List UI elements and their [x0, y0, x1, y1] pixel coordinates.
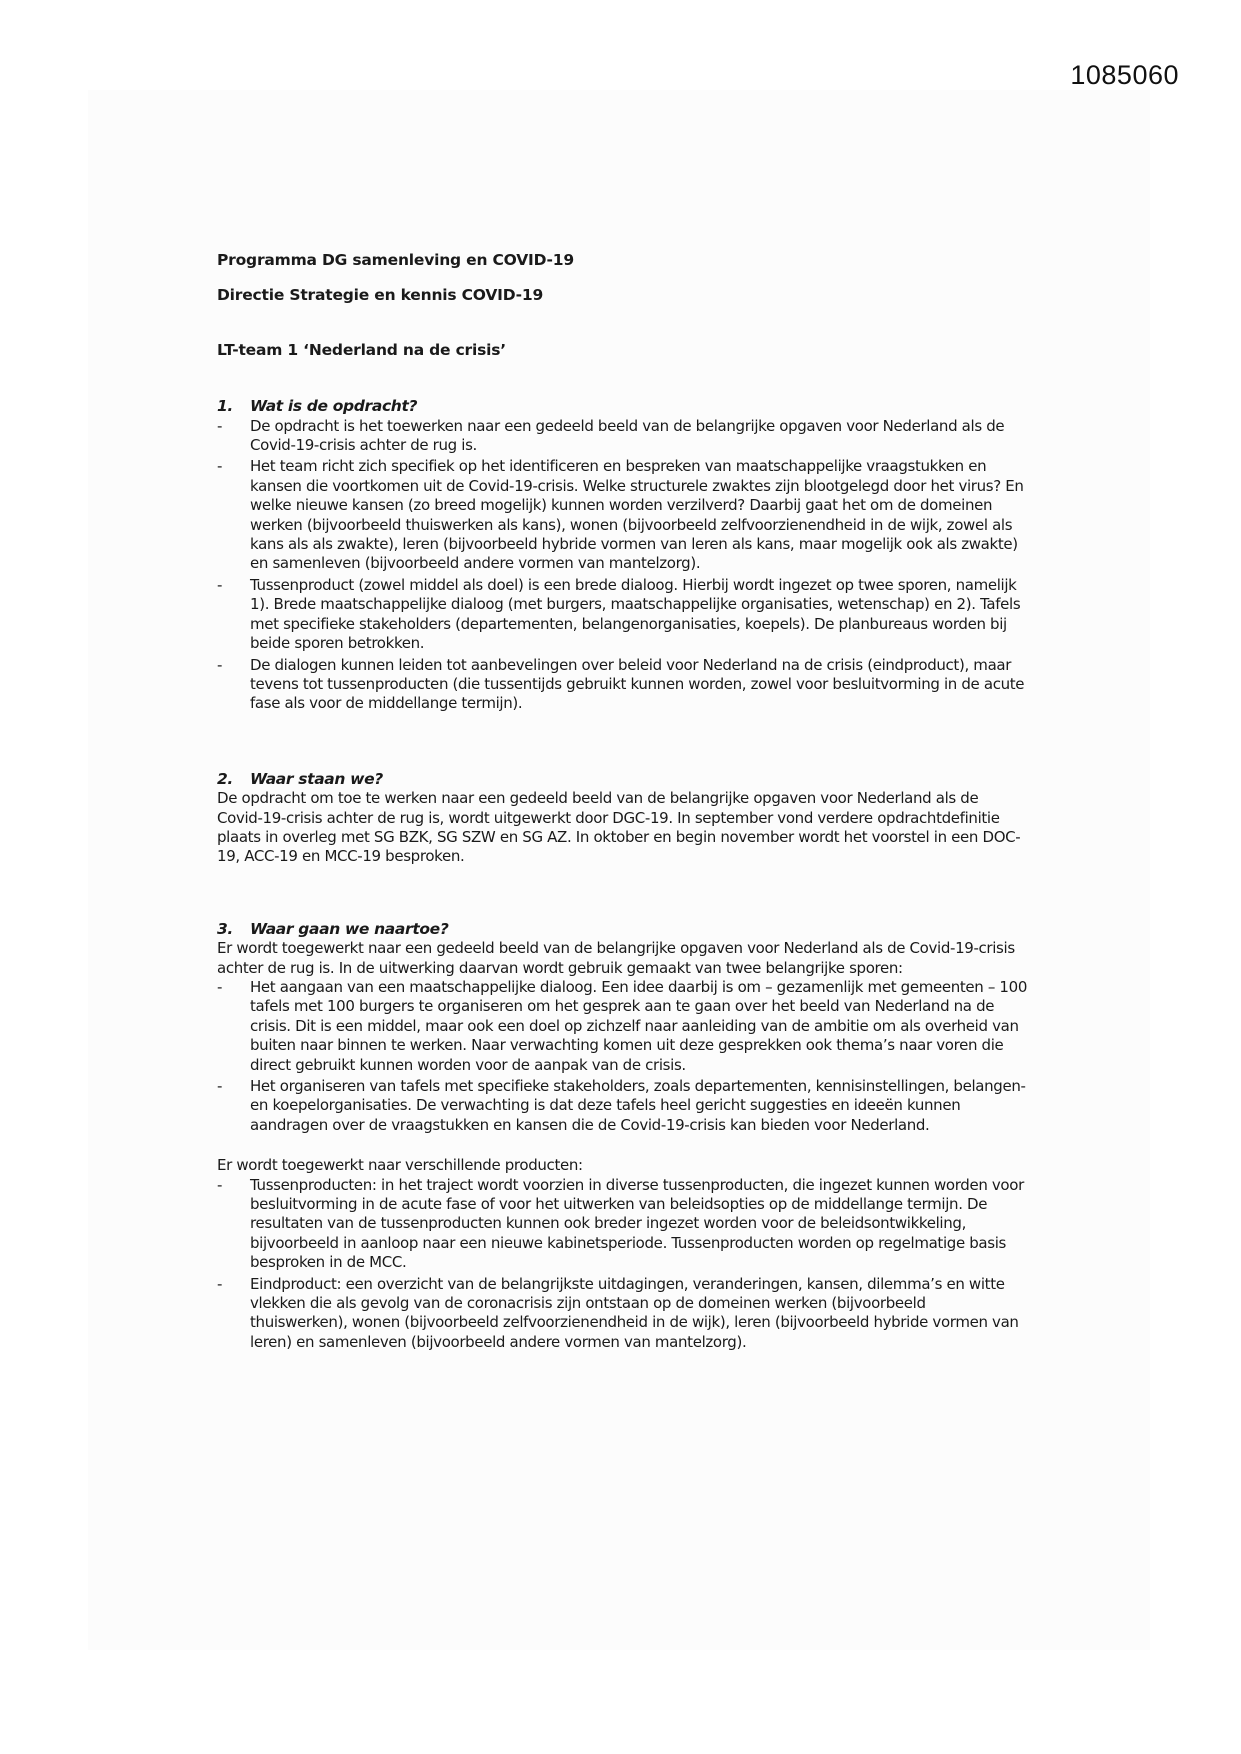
- section-1: [217, 397, 1027, 714]
- section-number: 1.: [217, 397, 233, 416]
- list-item: [217, 1176, 1027, 1273]
- list-item-text: Het team richt zich specifiek op het identificeren en bespreken van maatschappelijke vraagstukken en kansen die voortkomen uit de Covid-19-crisis. Welke structurele zwaktes zijn blootgelegd door het virus? En welke nieuwe kansen (zo breed mogelijk) kunnen worden verzilverd? Daarbij gaat het om de domeinen werken (bijvoorbeeld thuiswerken als kans), wonen (bijvoorbeeld zelfvoorzienendheid in de wijk, zowel als kans als als zwakte), leren (bijvoorbeeld hybride vormen van leren als kans, maar mogelijk ook als zwakte) en samenleven (bijvoorbeeld andere vormen van mantelzorg).: [250, 457, 1024, 573]
- list-item: [217, 1077, 1027, 1135]
- dash-bullet-icon: -: [217, 575, 223, 594]
- section-2: [217, 770, 1027, 867]
- dash-bullet-icon: -: [217, 1077, 223, 1095]
- list-item-text: Het aangaan van een maatschappelijke dialoog. Een idee daarbij is om – gezamenlijk met gemeenten – 100 tafels met 100 burgers te organiseren om het gesprek aan te gaan over het beeld van Nederland na de crisis. Dit is een middel, maar ook een doel op zichzelf naar aanleiding van de ambitie om als overheid van buiten naar binnen te werken. Naar verwachting komen uit deze gesprekken ook thema’s naar voren die direct gebruikt kunnen worden voor de aanpak van de crisis.: [250, 977, 1028, 1074]
- dash-bullet-icon: -: [217, 457, 223, 476]
- bullet-list: [217, 417, 1027, 714]
- list-item: [217, 1275, 1027, 1353]
- dash-bullet-icon: -: [217, 416, 223, 435]
- section-heading: [217, 920, 1027, 939]
- dash-bullet-icon: -: [217, 655, 223, 674]
- list-item: [217, 576, 1027, 654]
- section-paragraph: De opdracht om toe te werken naar een gedeeld beeld van de belangrijke opgaven voor Nederland als de Covid-19-crisis achter de rug is, wordt uitgewerkt door DGC-19. In september vond verdere opdrachtdefinitie plaats in overleg met SG BZK, SG SZW en SG AZ. In oktober en begin november wordt het voorstel in een DOC-19, ACC-19 en MCC-19 besproken.: [217, 789, 1021, 866]
- list-item-text: Eindproduct: een overzicht van de belangrijkste uitdagingen, veranderingen, kansen, dilemma’s en witte vlekken die als gevolg van de coronacrisis zijn ontstaan op de domeinen werken (bijvoorbeeld thuiswerken), wonen (bijvoorbeeld zelfvoorzienendheid in de wijk), leren (bijvoorbeeld hybride vormen van leren) en samenleven (bijvoorbeeld andere vormen van mantelzorg).: [250, 1274, 1019, 1351]
- bullet-list: [217, 978, 1027, 1135]
- list-item-text: Het organiseren van tafels met specifieke stakeholders, zoals departementen, kennisinstellingen, belangen- en koepelorganisaties. De verwachting is dat deze tafels heel gericht suggesties en ideeën kunnen aandragen over de vraagstukken en kansen die de Covid-19-crisis kan bieden voor Nederland.: [250, 1077, 1026, 1134]
- list-item-text: De opdracht is het toewerken naar een gedeeld beeld van de belangrijke opgaven voor Nederland als de Covid-19-crisis achter de rug is.: [250, 416, 1005, 455]
- spacer: [217, 716, 1027, 770]
- list-item-text: Tussenproducten: in het traject wordt voorzien in diverse tussenproducten, die ingezet kunnen worden voor besluitvorming in de acute fase of voor het uitwerken van beleidsopties op de middellange termijn. De resultaten van de tussenproducten kunnen ook breder ingezet worden voor de beleidsontwikkeling, bijvoorbeeld in aanloop naar een nieuwe kabinetsperiode. Tussenproducten worden op regelmatige basis besproken in de MCC.: [250, 1175, 1024, 1272]
- section-title-text: Waar gaan we naartoe?: [250, 919, 449, 938]
- list-item: [217, 656, 1027, 714]
- section-title-text: Wat is de opdracht?: [250, 397, 418, 416]
- dash-bullet-icon: -: [217, 1175, 223, 1194]
- list-item: [217, 417, 1027, 456]
- document-number: 1085060: [1070, 60, 1179, 90]
- directorate-title: Directie Strategie en kennis COVID-19: [217, 286, 544, 305]
- section-title-text: Waar staan we?: [250, 769, 383, 788]
- section-number: 2.: [217, 769, 233, 788]
- list-item: [217, 978, 1027, 1075]
- section-3: [217, 920, 1027, 1353]
- list-item-text: De dialogen kunnen leiden tot aanbevelingen over beleid voor Nederland na de crisis (eindproduct), maar tevens tot tussenproducten (die tussentijds gebruikt kunnen worden, zowel voor besluitvorming in de acute fase als voor de middellange termijn).: [250, 655, 1025, 713]
- document-body: [217, 251, 1027, 1354]
- team-title: LT-team 1 ‘Nederland na de crisis’: [217, 340, 506, 359]
- list-item-text: Tussenproduct (zowel middel als doel) is een brede dialoog. Hierbij wordt ingezet op twee sporen, namelijk 1). Brede maatschappelijke dialoog (met burgers, maatschappelijke organisaties, wetenschap) en 2). Tafels met specifieke stakeholders (departementen, belangenorganisaties, koepels). De planbureaus worden bij beide sporen betrokken.: [250, 575, 1021, 653]
- section-number: 3.: [217, 919, 233, 938]
- list-item: [217, 457, 1027, 573]
- bullet-list: [217, 1176, 1027, 1353]
- section-heading: [217, 397, 1027, 416]
- spacer: [217, 1137, 1027, 1156]
- dash-bullet-icon: -: [217, 1274, 223, 1293]
- dash-bullet-icon: -: [217, 977, 223, 996]
- program-title: Programma DG samenleving en COVID-19: [217, 251, 574, 269]
- products-intro: Er wordt toegewerkt naar verschillende producten:: [217, 1156, 583, 1175]
- section-heading: [217, 770, 1027, 789]
- section-paragraph: Er wordt toegewerkt naar een gedeeld beeld van de belangrijke opgaven voor Nederland als de Covid-19-crisis achter de rug is. In de uitwerking daarvan wordt gebruik gemaakt van twee belangrijke sporen:: [217, 939, 1015, 977]
- spacer: [217, 867, 1027, 920]
